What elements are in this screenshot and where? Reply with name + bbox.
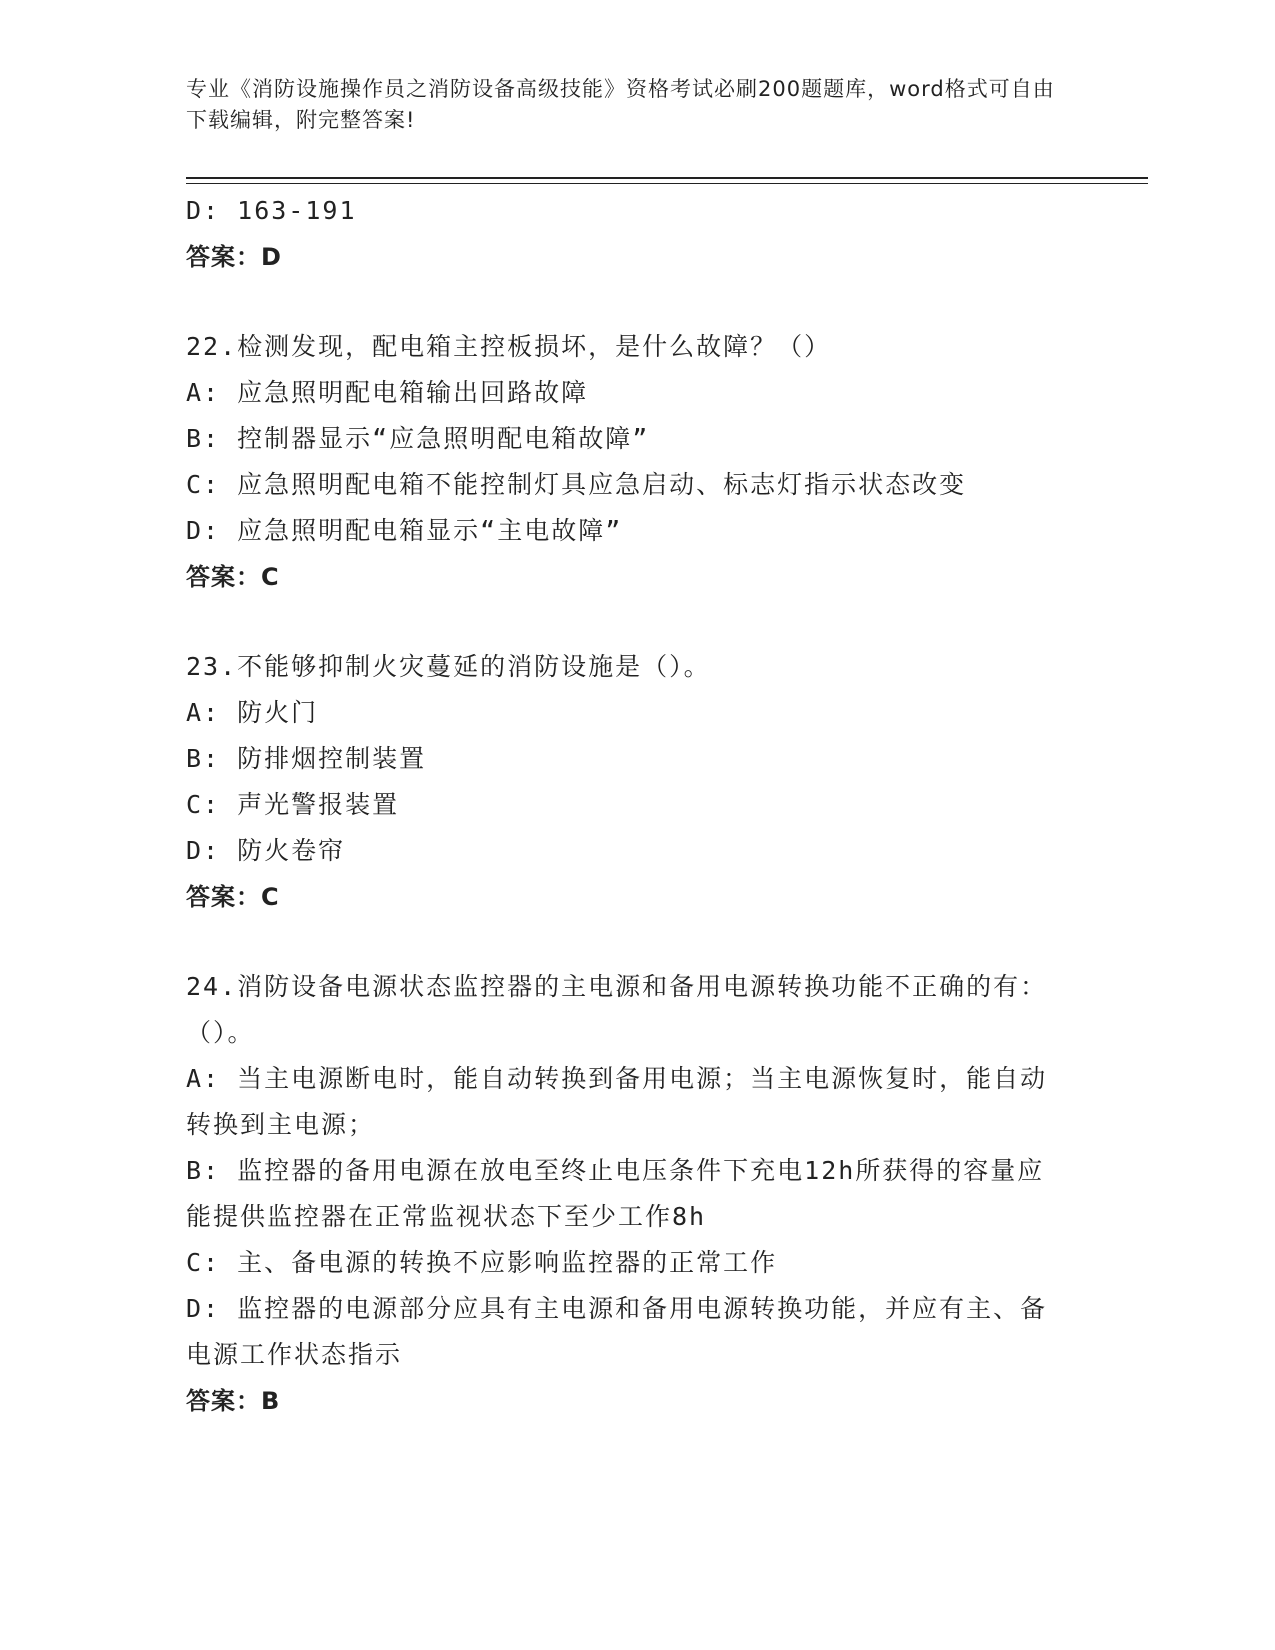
question-22 — [186, 324, 1086, 600]
option-b: B: 控制器显示“应急照明配电箱故障” — [186, 424, 650, 453]
option-a: A: 应急照明配电箱输出回路故障 — [186, 378, 589, 407]
spacer — [186, 920, 1086, 964]
option-b: B: 监控器的备用电源在放电至终止电压条件下充电12h所获得的容量应能提供监控器在正常监视状态下至少工作8h — [186, 1156, 1045, 1231]
header-divider-thin — [186, 183, 1148, 184]
option-d: D: 防火卷帘 — [186, 836, 346, 865]
option-d: D: 应急照明配电箱显示“主电故障” — [186, 516, 623, 545]
question-stem: 23.不能够抑制火灾蔓延的消防设施是（）。 — [186, 652, 711, 681]
header-divider-thick — [186, 177, 1148, 179]
answer: 答案：B — [186, 1387, 281, 1415]
option-d: D: 163-191 — [186, 196, 357, 225]
answer: 答案：C — [186, 883, 280, 911]
option-c: C: 应急照明配电箱不能控制灯具应急启动、标志灯指示状态改变 — [186, 470, 967, 499]
question-24 — [186, 964, 1086, 1424]
question-stem: 24.消防设备电源状态监控器的主电源和备用电源转换功能不正确的有：（）。 — [186, 972, 1048, 1047]
document-body — [186, 188, 1086, 1424]
option-b: B: 防排烟控制装置 — [186, 744, 427, 773]
option-a: A: 当主电源断电时，能自动转换到备用电源；当主电源恢复时，能自动转换到主电源； — [186, 1064, 1048, 1139]
spacer — [186, 280, 1086, 324]
document-header — [186, 74, 1066, 136]
question-stem: 22.检测发现，配电箱主控板损坏，是什么故障？（） — [186, 332, 832, 361]
question-23 — [186, 644, 1086, 920]
answer: 答案：C — [186, 563, 280, 591]
option-c: C: 主、备电源的转换不应影响监控器的正常工作 — [186, 1248, 778, 1277]
answer: 答案：D — [186, 243, 282, 271]
option-d: D: 监控器的电源部分应具有主电源和备用电源转换功能，并应有主、备电源工作状态指示 — [186, 1294, 1048, 1369]
option-a: A: 防火门 — [186, 698, 319, 727]
header-text: 专业《消防设施操作员之消防设备高级技能》资格考试必刷200题题库，word格式可自由下载编辑，附完整答案! — [186, 77, 1055, 132]
option-c: C: 声光警报装置 — [186, 790, 400, 819]
spacer — [186, 600, 1086, 644]
